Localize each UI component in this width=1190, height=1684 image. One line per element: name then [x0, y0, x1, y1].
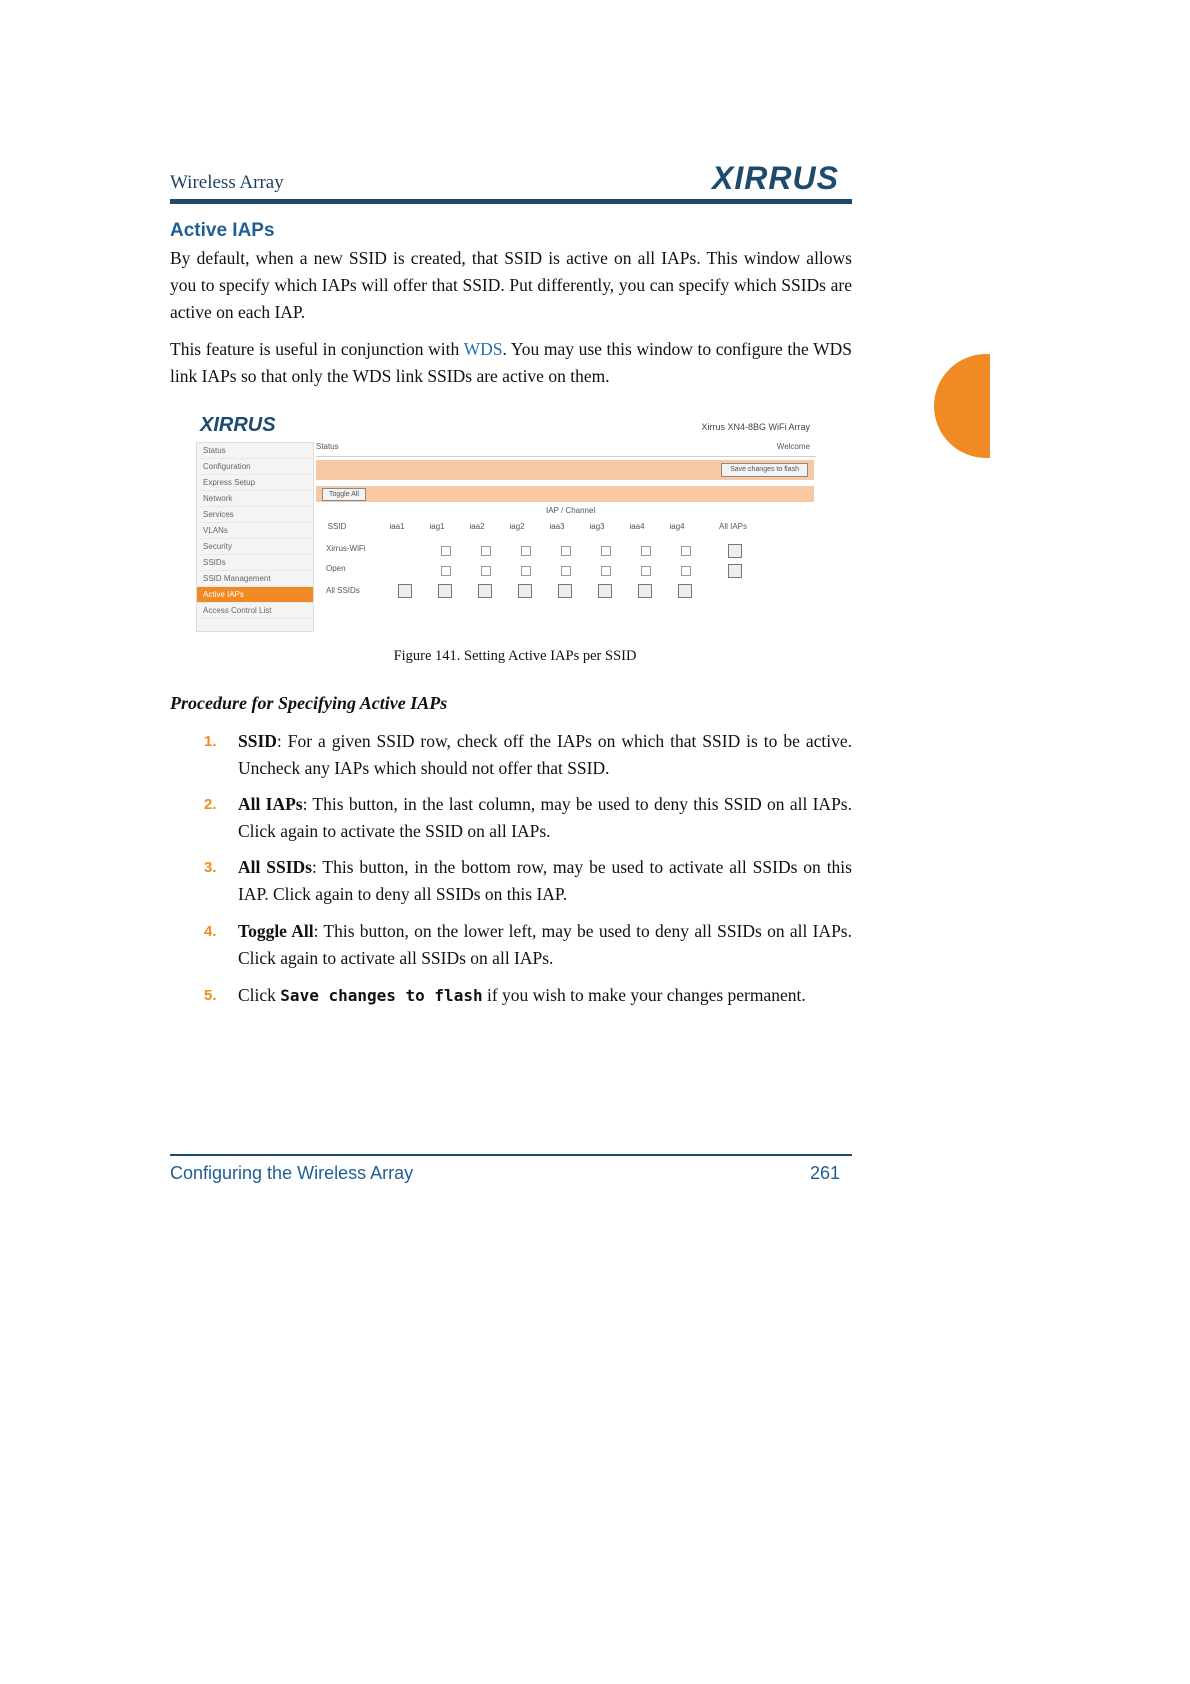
col-iap-5: iaa3	[549, 522, 565, 531]
toggle-all-button[interactable]: Toggle All	[322, 488, 366, 501]
step-text: if you wish to make your changes permanent.	[482, 985, 806, 1005]
step-body	[238, 982, 852, 1009]
row-all-ssids: All SSIDs	[326, 586, 360, 595]
iap-checkbox[interactable]	[481, 566, 491, 576]
xirrus-logo	[712, 160, 839, 197]
step-text-before: Click	[238, 985, 281, 1005]
col-iap-4: iag2	[509, 522, 525, 531]
iap-checkbox[interactable]	[601, 546, 611, 556]
para2-text-after: . You may use this window to configure the WDS link IAPs so that only the WDS link SSIDs are active on them.	[170, 339, 853, 386]
figure-logo: XIRRUS	[200, 414, 276, 436]
all-ssids-button[interactable]	[678, 584, 692, 598]
section-title: Active IAPs	[170, 220, 275, 241]
step-label: All SSIDs	[238, 857, 312, 877]
wds-link[interactable]: WDS	[463, 339, 503, 359]
iap-checkbox[interactable]	[561, 566, 571, 576]
status-bar-right: Welcome	[776, 442, 810, 451]
sidebar-item-ssid-management[interactable]: SSID Management	[197, 571, 313, 587]
step-body	[238, 791, 852, 845]
iap-checkbox[interactable]	[441, 566, 451, 576]
iap-checkbox[interactable]	[681, 566, 691, 576]
sidebar-item-network[interactable]: Network	[197, 491, 313, 507]
col-iap-3: iaa2	[469, 522, 485, 531]
status-bar-left: Status	[316, 442, 339, 451]
sidebar-item-express-setup[interactable]: Express Setup	[197, 475, 313, 491]
iap-checkbox[interactable]	[481, 546, 491, 556]
figure-status-bar	[316, 442, 816, 457]
save-changes-button[interactable]: Save changes to flash	[721, 463, 808, 477]
row-ssid-2: Open	[326, 564, 346, 573]
running-header: Wireless Array	[170, 172, 284, 193]
step-body	[238, 918, 852, 972]
procedure-step	[170, 728, 852, 782]
header-rule	[170, 199, 852, 204]
step-text: : This button, in the last column, may be used to deny this SSID on all IAPs. Click again to activate the SSID on all IAPs.	[238, 794, 852, 841]
step-label: Save changes to flash	[280, 986, 483, 1005]
col-iap-6: iag3	[589, 522, 605, 531]
toggle-bar	[316, 486, 814, 502]
procedure-step	[170, 982, 852, 1036]
all-iaps-button[interactable]	[728, 544, 742, 558]
iap-checkbox[interactable]	[641, 546, 651, 556]
col-iap-2: iag1	[429, 522, 445, 531]
col-ssid: SSID	[327, 522, 347, 531]
iap-checkbox[interactable]	[681, 546, 691, 556]
intro-paragraph: By default, when a new SSID is created, that SSID is active on all IAPs. This window allows you to specify which IAPs will offer that SSID. Put differently, you can specify which SSIDs are active on each IAP.	[170, 248, 852, 322]
sidebar-item-security[interactable]: Security	[197, 539, 313, 555]
step-body	[238, 854, 852, 908]
figure-screenshot	[196, 410, 816, 632]
figure-main	[316, 442, 816, 632]
sidebar-item-status[interactable]: Status	[197, 443, 313, 459]
figure-product-name: Xirrus XN4-8BG WiFi Array	[701, 422, 810, 432]
step-number: 3.	[204, 859, 217, 876]
sidebar-item-ssids[interactable]: SSIDs	[197, 555, 313, 571]
para2-text-before: This feature is useful in conjunction with	[170, 339, 464, 359]
procedure-step	[170, 791, 852, 845]
all-ssids-button[interactable]	[438, 584, 452, 598]
step-label: All IAPs	[238, 794, 303, 814]
figure-sidebar	[196, 442, 314, 632]
col-all-iaps: All IAPs	[718, 522, 747, 531]
procedure-step	[170, 918, 852, 972]
procedure-step	[170, 854, 852, 908]
step-text: : This button, on the lower left, may be used to deny all SSIDs on all IAPs. Click again to activate all SSIDs on all IAPs.	[238, 921, 852, 968]
iap-checkbox[interactable]	[641, 566, 651, 576]
iap-checkbox[interactable]	[601, 566, 611, 576]
page-number: 261	[810, 1163, 841, 1183]
step-number: 5.	[204, 987, 217, 1004]
iap-channel-header: IAP / Channel	[546, 506, 596, 515]
step-number: 2.	[204, 796, 217, 813]
footer-chapter: Configuring the Wireless Array	[170, 1163, 414, 1183]
all-ssids-button[interactable]	[478, 584, 492, 598]
row-ssid-1: Xirrus-WiFi	[326, 544, 366, 553]
iap-checkbox[interactable]	[521, 566, 531, 576]
all-ssids-button[interactable]	[638, 584, 652, 598]
sidebar-item-services[interactable]: Services	[197, 507, 313, 523]
iap-checkbox[interactable]	[441, 546, 451, 556]
sidebar-item-configuration[interactable]: Configuration	[197, 459, 313, 475]
col-iap-8: iag4	[669, 522, 685, 531]
chapter-tab	[934, 354, 990, 458]
procedure-title: Procedure for Specifying Active IAPs	[170, 693, 448, 713]
all-ssids-button[interactable]	[598, 584, 612, 598]
all-iaps-button[interactable]	[728, 564, 742, 578]
step-label: SSID	[238, 731, 277, 751]
sidebar-item-active-iaps[interactable]: Active IAPs	[197, 587, 313, 603]
all-ssids-button[interactable]	[398, 584, 412, 598]
sidebar-item-acl[interactable]: Access Control List	[197, 603, 313, 619]
iap-checkbox[interactable]	[521, 546, 531, 556]
step-text: : For a given SSID row, check off the IAPs on which that SSID is to be active. Uncheck any IAPs which should not offer that SSID.	[238, 731, 852, 778]
step-number: 4.	[204, 923, 217, 940]
all-ssids-button[interactable]	[558, 584, 572, 598]
step-number: 1.	[204, 733, 217, 750]
sidebar-item-vlans[interactable]: VLANs	[197, 523, 313, 539]
active-iaps-table	[316, 504, 814, 624]
step-text: : This button, in the bottom row, may be used to activate all SSIDs on this IAP. Click again to deny all SSIDs on this IAP.	[238, 857, 852, 904]
save-bar	[316, 460, 814, 480]
footer-rule	[170, 1154, 852, 1156]
step-label: Toggle All	[238, 921, 314, 941]
step-body	[238, 728, 852, 782]
wds-paragraph	[170, 336, 852, 390]
col-iap-7: iaa4	[629, 522, 645, 531]
col-iap-1: iaa1	[389, 522, 405, 531]
iap-checkbox[interactable]	[561, 546, 571, 556]
logo-text: XIRRUS	[712, 160, 839, 196]
all-ssids-button[interactable]	[518, 584, 532, 598]
figure-caption: Figure 141. Setting Active IAPs per SSID	[393, 648, 637, 664]
